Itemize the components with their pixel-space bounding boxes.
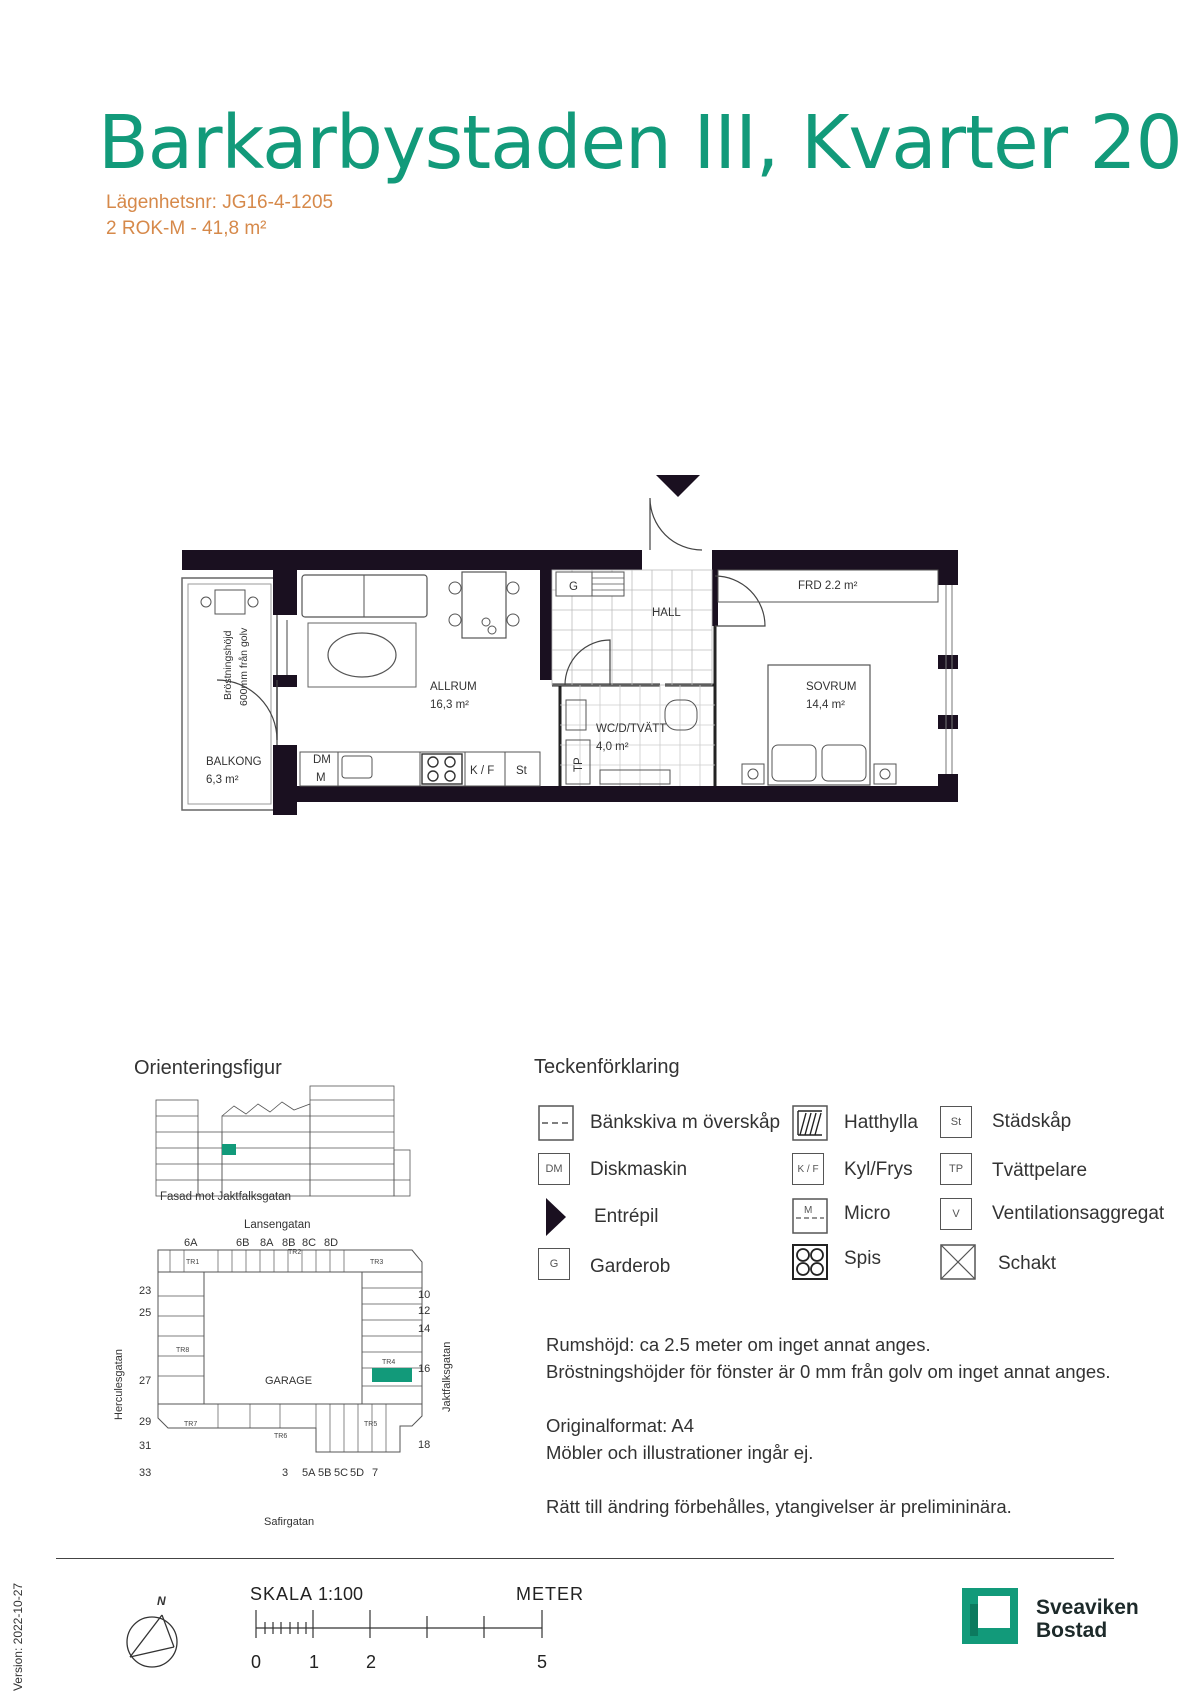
stove-icon (422, 754, 462, 784)
balcony-table-icon (215, 590, 245, 614)
g-label: G (569, 581, 578, 593)
legend-bankskiva: Bänkskiva m överskåp (590, 1112, 781, 1133)
left-number: 23 (139, 1285, 152, 1297)
hatshelf-legend-icon (792, 1105, 828, 1141)
bottom-number: 5D (350, 1467, 365, 1479)
g-symbol-icon: G (538, 1248, 570, 1280)
legend-title: Teckenförklaring (534, 1056, 680, 1078)
bottom-number: 5B (318, 1467, 332, 1479)
legend-ventilation: Ventilationsaggregat (992, 1203, 1165, 1224)
entry-arrow-legend-icon (544, 1196, 568, 1238)
sovrum-area: 14,4 m² (806, 699, 845, 711)
legend-tvattpelare: Tvättpelare (992, 1160, 1088, 1181)
toilet-icon (665, 700, 697, 730)
sink-wc-icon (566, 700, 586, 730)
top-number: 6B (236, 1237, 250, 1249)
legend-micro: Micro (844, 1203, 891, 1224)
stair-label: TR1 (186, 1259, 200, 1266)
facade-drawing (156, 1086, 410, 1196)
svg-text:M: M (804, 1205, 813, 1216)
coffee-table-icon (328, 633, 396, 677)
tick-2: 2 (366, 1652, 377, 1672)
stair-label: TR5 (364, 1421, 378, 1428)
right-number: 18 (418, 1439, 431, 1451)
right-number: 10 (418, 1289, 431, 1301)
top-number: 8A (260, 1237, 274, 1249)
street-north: Lansengatan (244, 1219, 311, 1231)
wc-label: WC/D/TVÄTT (596, 723, 667, 735)
stove-legend-icon (792, 1244, 828, 1280)
site-plan (158, 1250, 422, 1452)
note-furniture: Möbler och illustrationer ingår ej. (546, 1442, 814, 1463)
note-format: Originalformat: A4 (546, 1415, 695, 1436)
dm-label: DM (313, 754, 331, 766)
page-title: Barkarbystaden III, Kvarter 20 (98, 100, 1182, 186)
dm-symbol-icon: DM (538, 1153, 570, 1185)
stair-label: TR2 (288, 1249, 302, 1256)
bedroom-door-icon (715, 576, 765, 626)
legend-schakt: Schakt (998, 1253, 1057, 1274)
sovrum-label: SOVRUM (806, 681, 857, 693)
note-ceiling-height: Rumshöjd: ca 2.5 meter om inget annat anges. (546, 1334, 931, 1355)
balkong-area: 6,3 m² (206, 774, 239, 786)
bottom-number: 5C (334, 1467, 349, 1479)
left-number: 27 (139, 1375, 152, 1387)
street-east: Jaktfalksgatan (441, 1341, 453, 1412)
note-reservation: Rätt till ändring förbehålles, ytangivelser är prelimininära. (546, 1496, 1012, 1517)
legend-entrepil: Entrépil (594, 1206, 659, 1227)
apartment-number: Lägenhetsnr: JG16-4-1205 (106, 192, 334, 213)
meter-label: METER (516, 1584, 584, 1604)
m-label: M (316, 772, 326, 784)
left-number: 25 (139, 1307, 152, 1319)
svg-text:N: N (157, 1594, 166, 1608)
version-label: Version: 2022-10-27 (11, 1582, 26, 1692)
brostning-label-2: 600mm från golv (238, 627, 250, 706)
scale-label: SKALA (250, 1584, 314, 1604)
legend-diskmaskin: Diskmaskin (590, 1159, 688, 1180)
top-number: 8D (324, 1237, 339, 1249)
right-number: 14 (418, 1323, 431, 1335)
note-parapet: Bröstningshöjder för fönster är 0 mm från golv om inget annat anges. (546, 1361, 1111, 1382)
entry-arrow-icon (656, 475, 700, 497)
counter-symbol-icon (538, 1105, 574, 1141)
legend-hatthylla: Hatthylla (844, 1112, 918, 1133)
v-symbol-icon: V (940, 1198, 972, 1230)
allrum-label: ALLRUM (430, 681, 477, 693)
st-label: St (516, 765, 527, 777)
scale-value: 1:100 (318, 1584, 364, 1604)
stair-label: TR4 (382, 1359, 396, 1366)
shaft-symbol-icon (940, 1244, 976, 1280)
left-number: 33 (139, 1467, 152, 1479)
tp-label: TP (573, 757, 585, 772)
logo-mark-icon (958, 1584, 1028, 1654)
frd-label: FRD 2.2 m² (798, 580, 858, 592)
street-west: Herculesgatan (113, 1349, 125, 1420)
logo-text: Sveaviken Bostad (1036, 1596, 1139, 1642)
stair-label: TR3 (370, 1259, 384, 1266)
right-number: 16 (418, 1363, 431, 1375)
micro-symbol-icon (792, 1198, 828, 1234)
apartment-type-area: 2 ROK-M - 41,8 m² (106, 218, 267, 239)
street-south: Safirgatan (264, 1516, 315, 1528)
scale-bar (250, 1608, 550, 1642)
bottom-number: 3 (282, 1467, 289, 1479)
left-number: 31 (139, 1440, 152, 1452)
dining-table-icon (462, 572, 506, 638)
tick-0: 0 (251, 1652, 262, 1672)
tp-symbol-icon: TP (940, 1153, 972, 1185)
allrum-area: 16,3 m² (430, 699, 469, 711)
sink-icon (342, 756, 372, 778)
st-symbol-icon: St (940, 1106, 972, 1138)
stair-label: TR7 (184, 1421, 198, 1428)
apartment-site-marker (372, 1368, 412, 1382)
top-number: 8C (302, 1237, 317, 1249)
legend-spis: Spis (844, 1248, 881, 1269)
left-number: 29 (139, 1416, 152, 1428)
orientation-title: Orienteringsfigur (134, 1057, 282, 1079)
north-arrow-icon (120, 1585, 190, 1670)
wc-area: 4,0 m² (596, 741, 629, 753)
stair-label: TR8 (176, 1347, 190, 1354)
entry-door-icon (650, 498, 702, 550)
legend-kylfrys: Kyl/Frys (844, 1159, 913, 1180)
legend-garderob: Garderob (590, 1256, 671, 1277)
right-number: 12 (418, 1305, 431, 1317)
garage-label: GARAGE (265, 1375, 313, 1387)
kf-symbol-icon: K / F (792, 1153, 824, 1185)
legend-stadskap: Städskåp (992, 1111, 1072, 1132)
apartment-marker (222, 1144, 236, 1155)
top-number: 8B (282, 1237, 296, 1249)
orientation-figure (100, 1080, 460, 1550)
brostning-label: Bröstningshöjd (222, 630, 234, 700)
footer-divider (56, 1558, 1114, 1559)
tick-5: 5 (537, 1652, 548, 1672)
tick-1: 1 (309, 1652, 320, 1672)
bottom-number: 7 (372, 1467, 379, 1479)
bottom-number: 5A (302, 1467, 316, 1479)
facade-label: Fasad mot Jaktfalksgatan (160, 1191, 292, 1203)
stair-label: TR6 (274, 1433, 288, 1440)
hall-label: HALL (652, 607, 681, 619)
balkong-label: BALKONG (206, 756, 262, 768)
top-number: 6A (184, 1237, 198, 1249)
kf-label: K / F (470, 765, 495, 777)
